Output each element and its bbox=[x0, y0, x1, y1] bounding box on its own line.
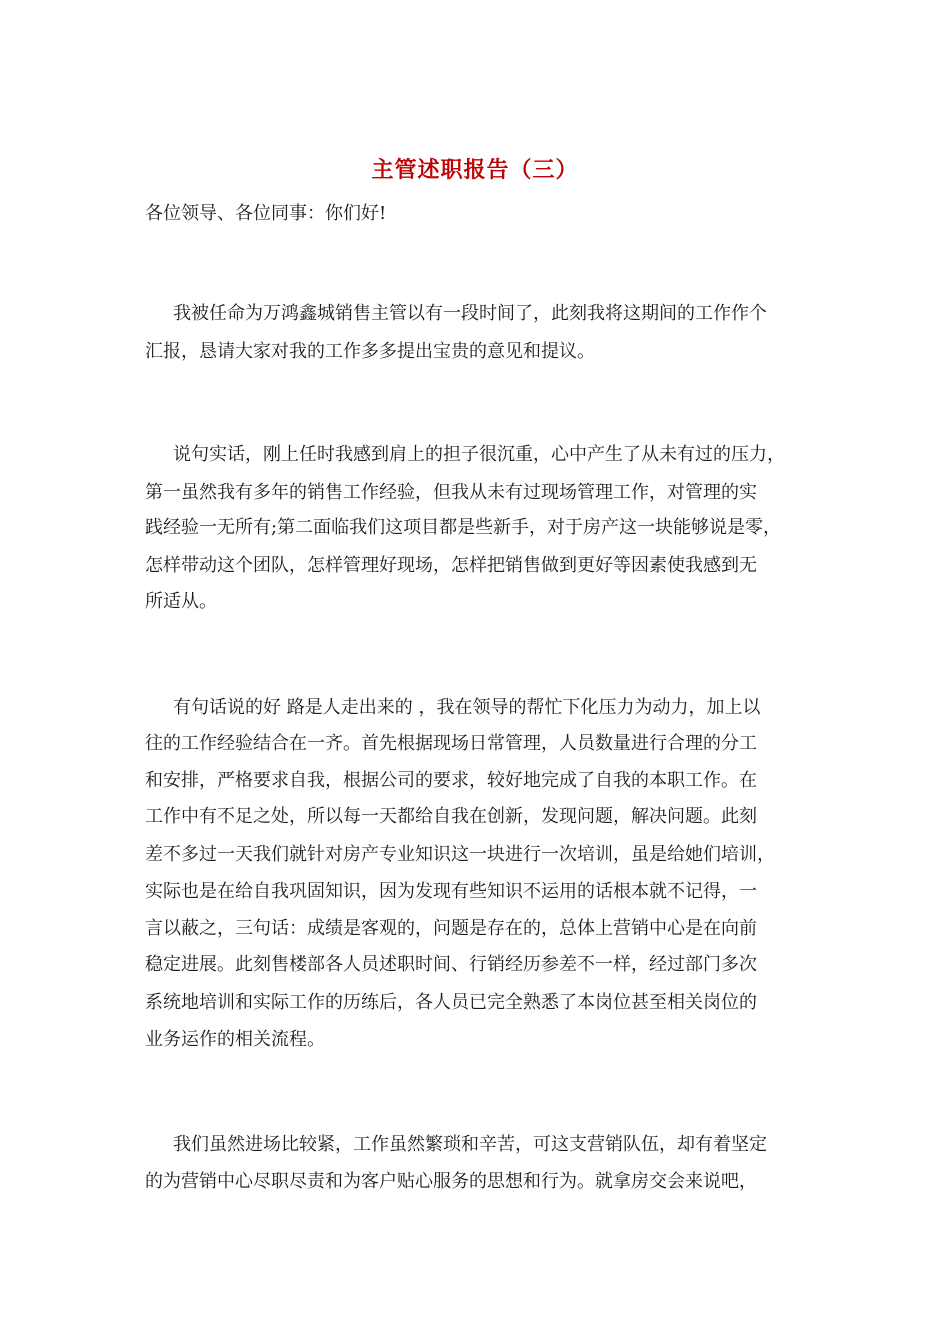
paragraph-line: 稳定进展。此刻售楼部各人员述职时间、行销经历参差不一样，经过部门多次 bbox=[145, 954, 757, 975]
paragraph-line: 工作中有不足之处，所以每一天都给自我在创新，发现问题，解决问题。此刻 bbox=[145, 806, 757, 827]
paragraph-line: 有句话说的好 路是人走出来的 ，我在领导的帮忙下化压力为动力，加上以 bbox=[173, 697, 761, 718]
paragraph-line: 往的工作经验结合在一齐。首先根据现场日常管理，人员数量进行合理的分工 bbox=[145, 733, 757, 754]
greeting: 各位领导、各位同事：你们好! bbox=[145, 203, 387, 224]
paragraph-line: 怎样带动这个团队，怎样管理好现场，怎样把销售做到更好等因素使我感到无 bbox=[145, 555, 757, 576]
paragraph-line: 践经验一无所有;第二面临我们这项目都是些新手，对于房产这一块能够说是零， bbox=[145, 517, 782, 538]
paragraph-line: 的为营销中心尽职尽责和为客户贴心服务的思想和行为。就拿房交会来说吧， bbox=[145, 1171, 757, 1192]
paragraph-line: 说句实话，刚上任时我感到肩上的担子很沉重，心中产生了从未有过的压力， bbox=[173, 444, 785, 465]
paragraph-line: 和安排，严格要求自我，根据公司的要求，较好地完成了自我的本职工作。在 bbox=[145, 770, 757, 791]
paragraph-line: 我们虽然进场比较紧，工作虽然繁琐和辛苦，可这支营销队伍，却有着坚定 bbox=[173, 1134, 767, 1155]
paragraph-line: 汇报，恳请大家对我的工作多多提出宝贵的意见和提议。 bbox=[145, 341, 595, 362]
paragraph-line: 我被任命为万鸿鑫城销售主管以有一段时间了，此刻我将这期间的工作作个 bbox=[173, 303, 767, 324]
document-title: 主管述职报告（三） bbox=[371, 157, 579, 183]
paragraph-line: 实际也是在给自我巩固知识，因为发现有些知识不运用的话根本就不记得，一 bbox=[145, 881, 757, 902]
paragraph-line: 差不多过一天我们就针对房产专业知识这一块进行一次培训，虽是给她们培训， bbox=[145, 844, 775, 865]
paragraph-line: 所适从。 bbox=[145, 591, 217, 612]
paragraph-line: 第一虽然我有多年的销售工作经验，但我从未有过现场管理工作，对管理的实 bbox=[145, 482, 757, 503]
paragraph-line: 言以蔽之，三句话：成绩是客观的，问题是存在的，总体上营销中心是在向前 bbox=[145, 918, 757, 939]
paragraph-line: 业务运作的相关流程。 bbox=[145, 1029, 325, 1050]
paragraph-line: 系统地培训和实际工作的历练后，各人员已完全熟悉了本岗位甚至相关岗位的 bbox=[145, 992, 757, 1013]
